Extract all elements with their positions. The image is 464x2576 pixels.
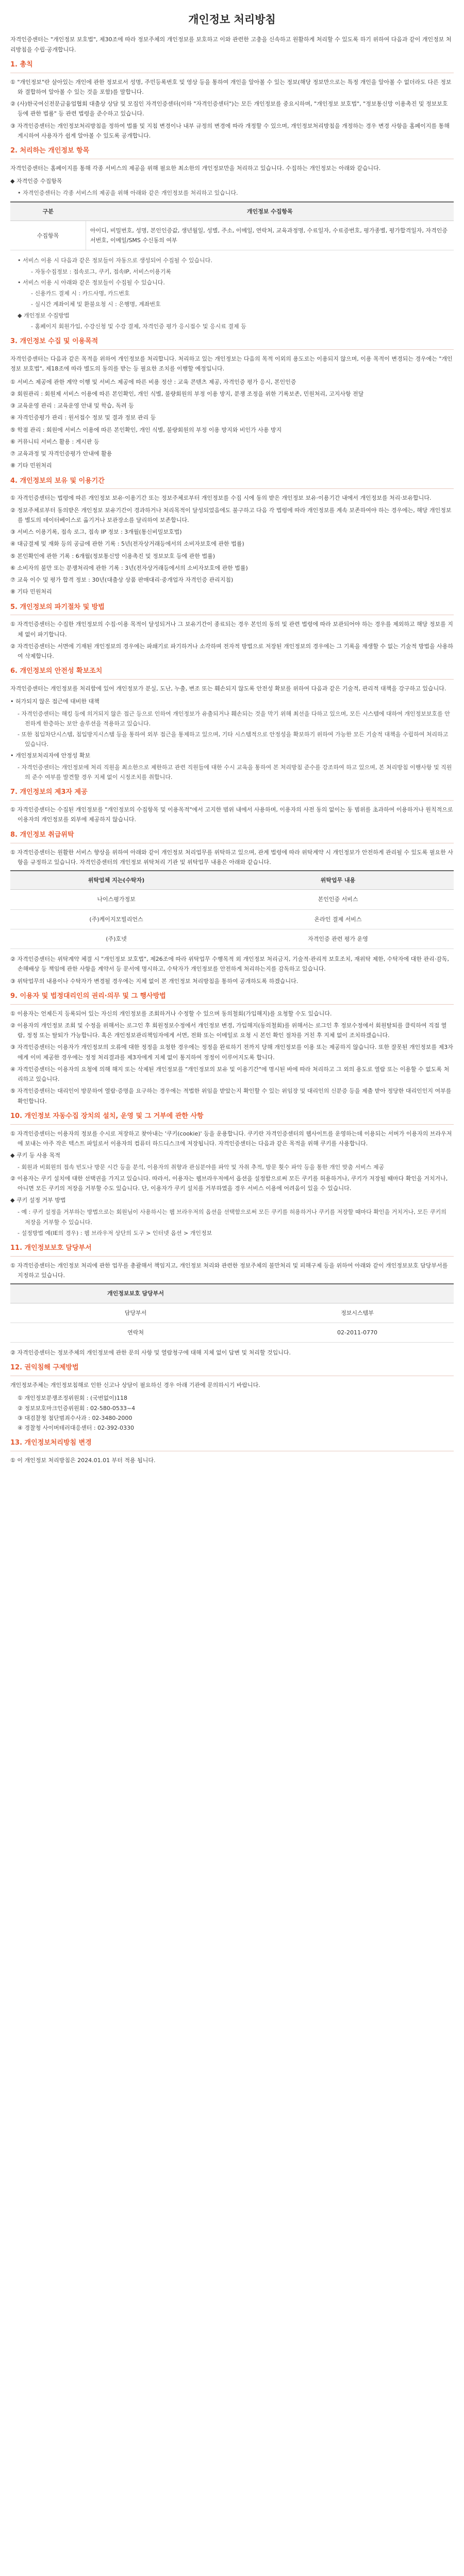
- sub-item: • 서비스 이용 시 아래와 같은 정보들이 수집될 수 있습니다.: [18, 279, 165, 286]
- section-divider: [10, 1256, 454, 1257]
- sub-item: - 홈페이지 회원가입, 수강신청 및 수강 결제, 자격인증 평가 응시접수 및 응시료 결제 등: [31, 323, 246, 330]
- list-item: ⑦ 교육 이수 및 평가 합격 정보 : 30년(대출상 상품 판매대리·중개업자 자격인증 관리지침): [10, 577, 234, 584]
- list-item: ⑥ 커뮤니티 서비스 활용 : 게시판 등: [10, 438, 100, 445]
- sub-item: - 자격인증센터는 개인정보에 처리 직원을 최소한으로 제한하고 관련 직원들에 대한 수시 교육을 통하여 본 처리방침 준수를 강조하여 하고 있으며, 본 처리방침 이행사항 및 직원의 준수 여부를 발견할 경우 지체 없이 시정조치를 취합니다.: [18, 764, 452, 781]
- section-changes: [10, 1438, 454, 1465]
- section-title: 1. 총칙: [10, 60, 33, 69]
- list-item: ① "개인정보"란 살아있는 개인에 관한 정보로서 성명, 주민등록번호 및 영상 등을 통하여 개인을 알아볼 수 있는 정보(해당 정보만으로는 특정 개인을 알아볼 수 없더라도 다른 정보와 결합하여 알아볼 수 있는 것을 포함)를 말합니다.: [10, 78, 452, 95]
- section-divider: [10, 1124, 454, 1125]
- sub-item: - 신용카드 결제 시 : 카드사명, 카드번호: [31, 290, 130, 297]
- table-cell: 02-2011-0770: [261, 1323, 454, 1342]
- list-item: ⑤ 본인확인에 관한 기록 : 6개월(정보통신망 이용촉진 및 정보보호 등에 관한 법률): [10, 552, 216, 560]
- section-security: [10, 666, 454, 782]
- section-privacy-officer: [10, 1243, 454, 1358]
- list-item: ⑧ 기타 민원처리: [10, 462, 52, 469]
- table-cell: 담당부서: [10, 1303, 261, 1323]
- list-item: ③ 교육운영 관리 : 교육운영 안내 및 학습, 독려 등: [10, 402, 134, 410]
- section-usage: [10, 336, 454, 470]
- table-cell: 수집항목: [10, 221, 86, 250]
- contact-item: ④ 경찰청 사이버테러대응센터 : 02-392-0330: [18, 1425, 134, 1432]
- list-item: ① 자격인증센터는 원활한 서비스 향상을 위하여 아래와 같이 개인정보 처리업무를 위탁하고 있으며, 관계 법령에 따라 위탁계약 시 개인정보가 안전하게 관리될 수 있도록 필요한 사항을 규정하고 있습니다. 자격인증센터의 개인정보 위탁처리 기관 및 위탁업무 내용은 아래와 같습니다.: [10, 849, 453, 866]
- sub-item: - 설정방법 예(IE의 경우) : 웹 브라우저 상단의 도구 > 인터넷 옵션 > 개인정보: [18, 1229, 212, 1236]
- section-title: 8. 개인정보 취급위탁: [10, 831, 74, 839]
- table-row: [10, 221, 454, 250]
- contact-item: ③ 대검찰청 첨단범죄수사과 : 02-3480-2000: [18, 1414, 132, 1421]
- list-item: ① 자격인증센터는 법령에 따른 개인정보 보유·이용기간 또는 정보주체로부터 개인정보를 수집 시에 동의 받은 개인정보 보유·이용기간 내에서 개인정보를 처리·보유합니다.: [10, 495, 432, 502]
- table-header: [261, 1284, 454, 1303]
- section-retention: [10, 476, 454, 597]
- list-item: ◆ 쿠키 등 사용 목적: [10, 1152, 60, 1159]
- table-cell: (주)호넷: [10, 929, 222, 948]
- list-item: ② (사)한국여신전문금융업협회 대출상 상담 및 모집인 자격인증센터(이하 "자격인증센터")는 모든 개인정보를 중요시하며, "개인정보 보호법", "정보통신망 이용촉진 및 정보보호 등에 관한 법률" 등 관련 법령을 준수하고 있습니다.: [10, 100, 448, 117]
- section-title: 2. 처리하는 개인정보 항목: [10, 147, 90, 155]
- list-item: ① 이 개인정보 처리방침은 2024.01.01 부터 적용 됩니다.: [10, 1457, 156, 1464]
- table-header: 위탁업무 내용: [222, 871, 454, 890]
- section-title: 6. 개인정보의 안전성 확보조치: [10, 667, 103, 675]
- list-item: ② 이용자는 쿠키 설치에 대한 선택권을 가지고 있습니다. 따라서, 이용자는 웹브라우저에서 옵션을 설정함으로써 모든 쿠키를 허용하거나, 쿠키가 저장될 때마다 확인을 거치거나, 아니면 모든 쿠키의 저장을 거부할 수도 있습니다. 단, 이용자가 쿠키 설치를 거부하였을 경우 서비스 이용에 어려움이 있을 수 있습니다.: [10, 1175, 448, 1192]
- list-item: ① 자격인증센터는 수집한 개인정보의 수집·이용 목적이 달성되거나 그 보유기간이 종료되는 경우 본인의 동의 및 관련 법령에 따라 보관되어야 하는 경우를 제외하고 해당 정보를 지체 없이 파기합니다.: [10, 621, 453, 638]
- list-item: ⑤ 자격인증센터는 대리인이 방문하여 열람·증명을 요구하는 경우에는 적법한 위임을 받았는지 확인할 수 있는 위임장 및 대리인의 신분증 등을 제출 받아 정당한 대리인인지 여부를 확인합니다.: [10, 1088, 452, 1105]
- table-header: 위탁업체 지는(수탁자): [10, 871, 222, 890]
- list-item: ③ 위탁업무의 내용이나 수탁자가 변경될 경우에는 지체 없이 본 개인정보 처리방침을 통하여 공개하도록 하겠습니다.: [10, 977, 299, 985]
- table-cell: 온라인 결제 서비스: [222, 909, 454, 929]
- list-item: ① 자격인증센터는 수집된 개인정보를 "개인정보의 수집항목 및 이용목적"에서 고지한 범위 내에서 사용하며, 이용자의 사전 동의 없이는 동 범위를 초과하여 이용하거나 원칙적으로 이용자의 개인정보를 외부에 제공하지 않습니다.: [10, 806, 453, 823]
- intro-paragraph: 자격인증센터는 "개인정보 보호법", 제30조에 따라 정보주체의 개인정보를 보호하고 이와 관련한 고충을 신속하고 원활하게 처리할 수 있도록 하기 위하여 다음과 같이 개인정보 처리방침을 수립·공개합니다.: [10, 36, 452, 53]
- collected-items-table: [10, 201, 454, 251]
- sub-item: - 자동수집정보 : 접속로그, 쿠키, 접속IP, 서비스이용기록: [31, 268, 172, 275]
- officer-table: [10, 1283, 454, 1343]
- section-title: 11. 개인정보보호 담당부서: [10, 1244, 92, 1252]
- paragraph: 개인정보주체는 개인정보침해로 인한 신고나 상담이 필요하신 경우 아래 기관에 문의하시기 바랍니다.: [10, 1382, 260, 1389]
- section-cookies: [10, 1111, 454, 1238]
- list-item: ① 이용자는 언제든지 등록되어 있는 자신의 개인정보를 조회하거나 수정할 수 있으며 동의철회(가입해지)를 요청할 수도 있습니다.: [10, 1010, 332, 1017]
- table-cell: 자격인증 관련 평가 운영: [222, 929, 454, 948]
- list-item: ◆ 쿠키 설정 거부 방법: [10, 1197, 66, 1204]
- list-item: ① 서비스 제공에 관한 계약 이행 및 서비스 제공에 따른 비용 정산 : 교육 콘텐츠 제공, 자격인증 평가 응시, 본인인증: [10, 378, 296, 385]
- list-item: ② 자격인증센터는 서면에 기재된 개인정보의 경우에는 파쇄기로 파기하거나 소각하며 전자적 방법으로 저장된 개인정보의 경우에는 그 기록을 재생할 수 없는 기술적 방법을 사용하여 삭제합니다.: [10, 642, 453, 660]
- table-row: [10, 909, 454, 929]
- list-item: ② 이용자의 개인정보 조회 및 수정을 위해서는 로그인 후 회원정보수정에서 개인정보 변경, 가입해지(동의철회)를 위해서는 로그인 후 정보수정에서 회원탈퇴를 클릭하여 직접 열람, 정정 또는 탈퇴가 가능합니다. 혹은 개인정보관리책임자에게 서면, 전화 또는 이메일로 요청 시 본인 확인 절차를 거친 후 지체 없이 조치하겠습니다.: [10, 1022, 447, 1039]
- sub-item: ◆ 개인정보 수집방법: [18, 312, 70, 319]
- list-item: ① 자격인증센터는 이용자의 정보를 수시로 저장하고 찾아내는 '쿠키(cookie)' 등을 운용합니다. 쿠키란 자격인증센터의 웹사이트를 운영하는데 이용되는 서버가 이용자의 브라우저에 보내는 아주 작은 텍스트 파일로서 이용자의 컴퓨터 하드디스크에 저장됩니다. 자격인증센터는 다음과 같은 목적을 위해 쿠키를 사용합니다.: [10, 1130, 452, 1147]
- section-third-party: [10, 787, 454, 824]
- table-header: 개인정보보호 담당부서: [10, 1284, 261, 1303]
- section-divider: [10, 679, 454, 680]
- table-cell: (주)케이지모빌리언스: [10, 909, 222, 929]
- section-title: 3. 개인정보 수집 및 이용목적: [10, 337, 98, 346]
- list-item: ② 정보주체로부터 동의받은 개인정보 보유기간이 경과하거나 처리목적이 달성되었음에도 불구하고 다음 각 법령에 따라 개인정보를 계속 보존하여야 하는 경우에는, 해당 개인정보를 별도의 데이터베이스로 옮기거나 보관장소를 달리하여 보존합니다.: [10, 506, 452, 523]
- section-outsourcing: [10, 830, 454, 986]
- section-user-rights: [10, 991, 454, 1106]
- section-divider: [10, 1004, 454, 1005]
- list-item: • 허가되지 않은 접근에 대비한 대책: [10, 698, 100, 705]
- table-cell: 본인인증 서비스: [222, 890, 454, 909]
- table-row: [10, 1323, 454, 1342]
- list-item: ⑦ 교육과정 및 자격인증평가 안내에 활용: [10, 450, 112, 457]
- paragraph: 자격인증센터는 다음과 같은 목적을 위하여 개인정보를 처리합니다. 처리하고 있는 개인정보는 다음의 목적 이외의 용도로는 이용되지 않으며, 이용 목적이 변경되는 경우에는 "개인정보 보호법", 제18조에 따라 별도의 동의를 받는 등 필요한 조치를 이행할 예정입니다.: [10, 355, 453, 372]
- table-cell: 아이디, 비밀번호, 성명, 본인인증값, 생년월일, 성별, 주소, 이메일, 연락처, 교육과정명, 수료일자, 수료증번호, 평가종별, 평가합격일자, 자격인증서번호, 이메일/SMS 수신동의 여부: [86, 221, 454, 250]
- sub-item: - 자격인증센터는 해킹 등에 의거되지 않은 접근 등으로 인하여 개인정보가 유출되거나 훼손되는 것을 막기 위해 최선을 다하고 있으며, 모든 시스템에 대하여 개인정보보호를 안전하게 한층하는 보안 솔루션을 적용하고 있습니다.: [18, 710, 450, 727]
- section-divider: [10, 488, 454, 489]
- list-item: ② 회원관리 : 회원제 서비스 이용에 따른 본인확인, 개인 식별, 불량회원의 부정 이용 방지, 분쟁 조정을 위한 기록보존, 민원처리, 고지사항 전달: [10, 390, 364, 397]
- list-item: ③ 자격인증센터는 이용자가 개인정보의 오류에 대한 정정을 요청한 경우에는 정정을 완료하기 전까지 당해 개인정보를 이용 또는 제공하지 않습니다. 또한 잘못된 개인정보를 제3자에게 이미 제공한 경우에는 정정 처리결과를 제3자에게 지체 없이 통지하여 정정이 이루어지도록 합니다.: [10, 1044, 453, 1061]
- section-divider: [10, 349, 454, 350]
- list-item: ① 자격인증센터는 개인정보 처리에 관한 업무를 총괄해서 책임지고, 개인정보 처리와 관련한 정보주체의 불만처리 및 피해구제 등을 위하여 아래와 같이 개인정보보호 담당부서를 지정하고 있습니다.: [10, 1262, 448, 1279]
- section-title: 7. 개인정보의 제3자 제공: [10, 788, 88, 796]
- section-title: 13. 개인정보처리방침 변경: [10, 1439, 92, 1447]
- list-item: ② 자격인증센터는 위탁계약 체결 시 "개인정보 보호법", 제26조에 따라 위탁업무 수행목적 외 개인정보 처리금지, 기술적·관리적 보호조치, 재위탁 제한, 수탁자에 대한 관리·감독, 손해배상 등 책임에 관한 사항을 계약서 등 문서에 명시하고, 수탁자가 개인정보를 안전하게 처리하는지를 감독하고 있습니다.: [10, 956, 449, 973]
- section-title: 5. 개인정보의 파기절차 및 방법: [10, 603, 105, 611]
- table-cell: 정보시스템부: [261, 1303, 454, 1323]
- list-item: ③ 서비스 이용기록, 접속 로그, 접속 IP 정보 : 3개월(통신비밀보호법): [10, 529, 182, 536]
- sub-item: - 실시간 계좌이체 및 환불요청 시 : 은행명, 계좌번호: [31, 301, 161, 308]
- list-item: ④ 대금결제 및 재화 등의 공급에 관한 기록 : 5년(전자상거래등에서의 소비자보호에 관한 법률): [10, 540, 244, 548]
- sub-item: - 예 : 쿠키 설정을 거부하는 방법으로는 회원님이 사용하시는 웹 브라우저의 옵션을 선택함으로써 모든 쿠키를 허용하거나 쿠키를 저장할 때마다 확인을 거치거나, 모든 쿠키의 저장을 거부할 수 있습니다.: [18, 1209, 446, 1226]
- list-item: ◆ 자격인증 수집항목: [10, 178, 62, 185]
- list-item: • 개인정보처리자에 안정성 확보: [10, 752, 91, 759]
- section-title: 4. 개인정보의 보유 및 이용기간: [10, 477, 105, 485]
- table-header: 구분: [10, 202, 86, 221]
- contact-item: ① 개인정보분쟁조정위원회 : (국번없이)118: [18, 1395, 128, 1402]
- table-cell: 연락처: [10, 1323, 261, 1342]
- paragraph: 자격인증센터는 홈페이지를 통해 각종 서비스의 제공을 위해 필요한 최소한의 개인정보만을 처리하고 있습니다. 수집하는 개인정보는 아래와 같습니다.: [10, 164, 381, 172]
- section-divider: [10, 800, 454, 801]
- section-remedies: [10, 1363, 454, 1433]
- section-title: 9. 이용자 및 법정대리인의 권리·의무 및 그 행사방법: [10, 992, 166, 1000]
- sub-item: • 자격인증센터는 각종 서비스의 제공을 위해 아래와 같은 개인정보를 처리하고 있습니다.: [18, 190, 238, 197]
- paragraph: 자격인증센터는 개인정보를 처리함에 있어 개인정보가 분실, 도난, 누출, 변조 또는 훼손되지 않도록 안전성 확보를 위하여 다음과 같은 기술적, 관리적 대책을 강구하고 있습니다.: [10, 685, 446, 692]
- section-collected-items: [10, 146, 454, 331]
- list-item: ⑥ 소비자의 불만 또는 분쟁처리에 관한 기록 : 3년(전자상거래등에서의 소비자보호에 관한 법률): [10, 564, 248, 571]
- table-cell: 나이스평가정보: [10, 890, 222, 909]
- section-destruction: [10, 602, 454, 662]
- table-row: [10, 1303, 454, 1323]
- list-item: ② 자격인증센터는 정보주체의 개인정보에 관한 문의 사항 및 열람청구에 대해 지체 없이 답변 및 처리할 것입니다.: [10, 1349, 291, 1357]
- sub-item: - 또한 침입차단시스템, 침입방지시스템 등을 통하여 외부 접근을 통제하고 있으며, 기타 시스템적으로 안정성을 확보하기 위하여 가능한 모든 기술적 대책을 수립하여 처리하고 있습니다.: [18, 731, 449, 748]
- table-row: [10, 890, 454, 909]
- outsourcing-table: [10, 870, 454, 949]
- section-title: 12. 권익침해 구제방법: [10, 1364, 79, 1372]
- table-header: 개인정보 수집항목: [86, 202, 454, 221]
- list-item: ④ 자격인증평가 관리 : 원서접수 정보 및 결과 정보 관리 등: [10, 414, 156, 421]
- list-item: ⑤ 학점 관리 : 회원에 서비스 이용에 따른 본인확인, 개인 식별, 불량회원의 부정 이용 방지와 비인가 사용 방지: [10, 426, 282, 433]
- list-item: ③ 자격인증센터는 개인정보처리방침을 정하여 법률 및 지침 변경이나 내부 규정의 변경에 따라 개정할 수 있으며, 개인정보처리방침을 개정하는 경우 변경 사항을 홈페이지를 통해 게시하여 사용자가 쉽게 알아볼 수 있도록 공개합니다.: [10, 122, 450, 139]
- page-title: 개인정보 처리방침: [188, 13, 276, 26]
- contact-item: ② 정보보호마크인증위원회 : 02-580-0533~4: [18, 1404, 136, 1412]
- list-item: ④ 자격인증센터는 이용자의 요청에 의해 해지 또는 삭제된 개인정보를 "개인정보의 보유 및 이용기간"에 명시된 바에 따라 처리하고 그 외의 용도로 열람 또는 이용할 수 없도록 처리하고 있습니다.: [10, 1065, 450, 1083]
- sub-item: - 회원과 비회원의 접속 빈도나 방문 시간 등을 분석, 이용자의 취향과 관심분야를 파악 및 자취 추적, 방문 횟수 파악 등을 통한 개인 맞춤 서비스 제공: [18, 1164, 385, 1171]
- privacy-policy-document: [10, 0, 454, 1478]
- sub-item: • 서비스 이용 시 다음과 같은 정보들이 자동으로 생성되어 수집될 수 있습니다.: [18, 257, 212, 264]
- list-item: ⑧ 기타 민원처리: [10, 588, 52, 596]
- table-row: [10, 929, 454, 948]
- section-title: 10. 개인정보 자동수집 장치의 설치, 운영 및 그 거부에 관한 사항: [10, 1112, 204, 1120]
- section-purpose: [10, 60, 454, 141]
